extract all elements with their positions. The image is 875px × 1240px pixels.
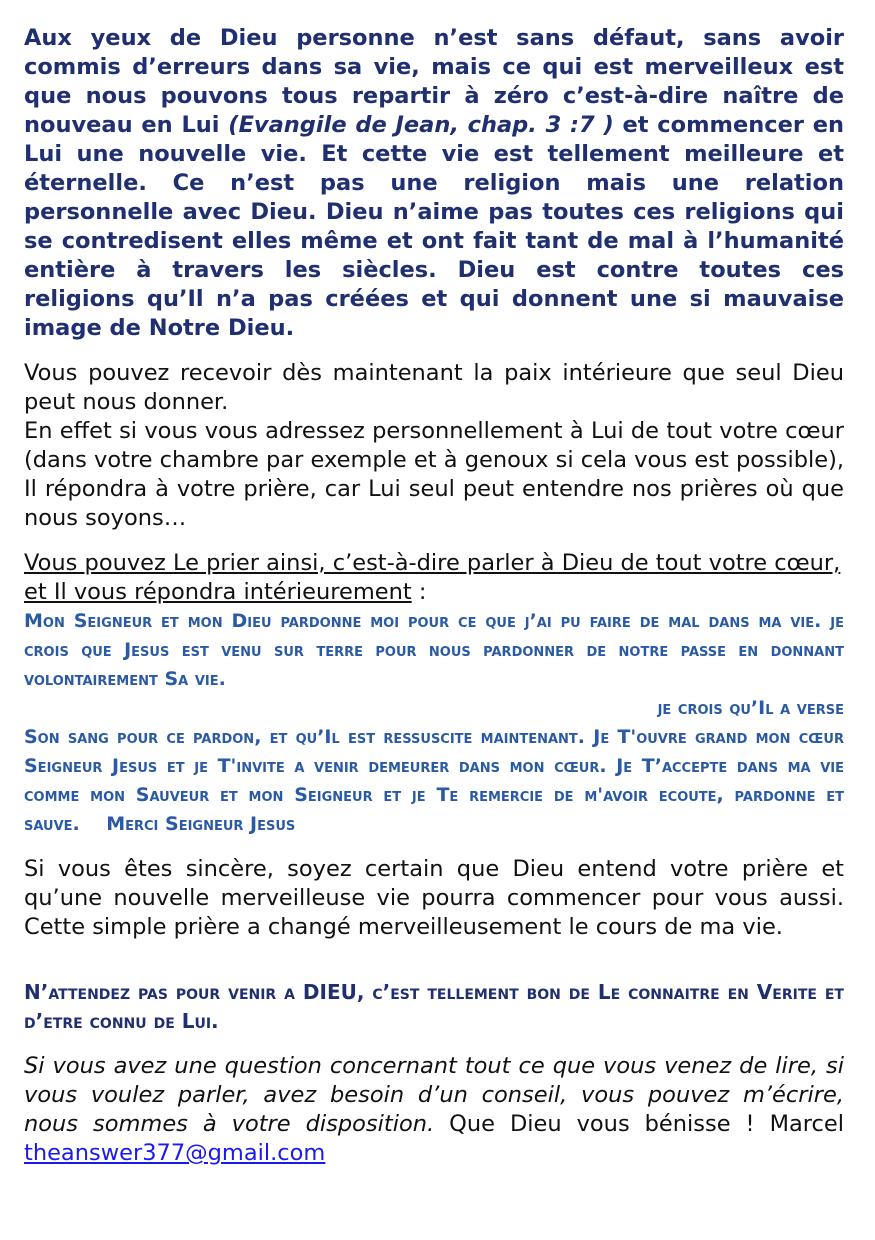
email-link[interactable]: theanswer377@gmail.com	[24, 1140, 326, 1166]
gospel-reference: (Evangile de Jean, chap. 3 :7 )	[228, 112, 614, 138]
peace-paragraph-1: Vous pouvez recevoir dès maintenant la paix intérieure que seul Dieu peut nous donner.	[24, 360, 844, 415]
prayer-text-3	[24, 723, 844, 839]
prayer-text-3-body: Son sang pour ce pardon, et qu’Il est ressuscite maintenant. Je T'ouvre grand mon cœur Seigneur Jesus et je T'invite a venir demeurer dans mon cœur. Je T’accepte dans ma vie comme mon Sauveur et mon Seigneur et je Te remercie de m'avoir ecoute, pardonne et sauve.	[24, 726, 844, 835]
prayer-text-2: je crois qu’Il a verse	[657, 697, 844, 719]
prayer-intro-suffix: :	[411, 579, 427, 605]
intro-text-1: Aux yeux de Dieu personne n’est sans défaut, sans avoir commis d’erreurs dans sa vie, mais ce qui est merveilleux est que nous pouvons tous repartir à zéro c’est-à-dire naître de nouveau en Lui	[24, 25, 844, 138]
intro-text-2: et commencer en Lui une nouvelle vie. Et cette vie est tellement meilleure et éternelle. Ce n’est pas une religion mais une relation personnelle avec Dieu. Dieu n’aime pas toutes ces religions qui se contredisent elles même et ont fait tant de mal à l’humanité entière à travers les siècles. Dieu est contre toutes ces religions qu’Il n’a pas créées et qui donnent une si mauvaise image de Notre Dieu.	[24, 112, 845, 341]
contact-blessing: Que Dieu vous bénisse ! Marcel	[434, 1111, 844, 1137]
document-page	[24, 24, 844, 1168]
prayer-intro	[24, 549, 844, 607]
closing-paragraph: N’attendez pas pour venir a DIEU, c’est tellement bon de Le connaitre en Verite et d’etre connu de Lui.	[24, 980, 844, 1033]
contact-question: Si vous avez une question concernant tout ce que vous venez de lire, si vous voulez parler, avez besoin d’un conseil, vous pouvez m’écrire, nous sommes à votre disposition.	[24, 1053, 844, 1137]
sincere-paragraph: Si vous êtes sincère, soyez certain que Dieu entend votre prière et qu’une nouvelle merveilleuse vie pourra commencer pour vous aussi. Cette simple prière a changé merveilleusement le cours de ma vie.	[24, 856, 844, 940]
peace-paragraph-2: En effet si vous vous adressez personnellement à Lui de tout votre cœur (dans votre chambre par exemple et à genoux si cela vous est possible), Il répondra à votre prière, car Lui seul peut entendre nos prières où que nous soyons…	[24, 418, 844, 531]
prayer-text-1: Mon Seigneur et mon Dieu pardonne moi pour ce que j’ai pu faire de mal dans ma vie. je crois que Jesus est venu sur terre pour nous pardonner de notre passe en donnant volontairement Sa vie.	[24, 610, 844, 690]
prayer-thanks: Merci Seigneur Jesus	[106, 813, 296, 835]
prayer-intro-underlined: Vous pouvez Le prier ainsi, c’est-à-dire parler à Dieu de tout votre cœur, et Il vous répondra intérieurement	[24, 550, 841, 605]
contact-paragraph	[24, 1052, 844, 1168]
intro-paragraph	[24, 24, 844, 343]
